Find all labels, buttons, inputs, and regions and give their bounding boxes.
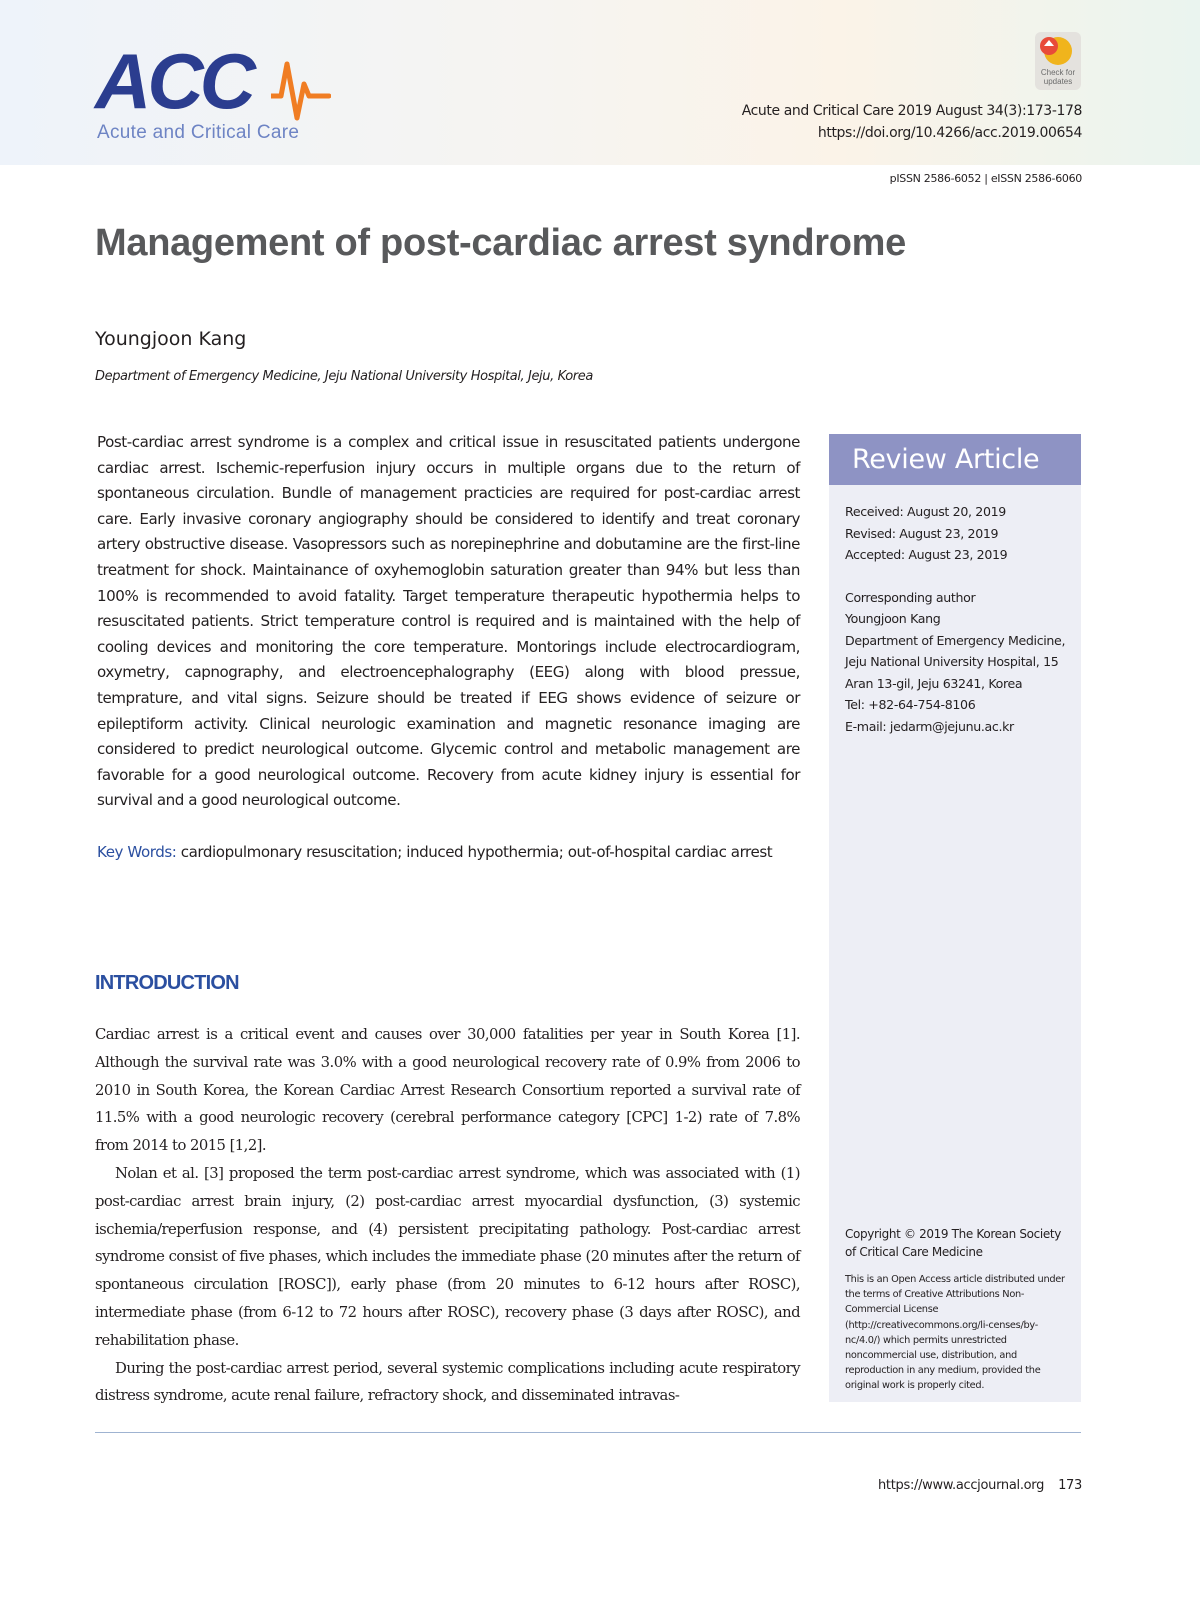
keywords bbox=[97, 840, 800, 866]
bookmark-icon bbox=[1044, 40, 1054, 46]
corresponding-address-3: Aran 13-gil, Jeju 63241, Korea bbox=[845, 675, 1023, 691]
citation-line: Acute and Critical Care 2019 August 34(3):173-178 bbox=[741, 103, 1082, 119]
intro-paragraph-3: During the post-cardiac arrest period, several systemic complications including acute respiratory distress syndrome, acute renal failure, refractory shock, and disseminated intravas- bbox=[95, 1359, 800, 1405]
keywords-text: cardiopulmonary resuscitation; induced hypothermia; out-of-hospital cardiac arrest bbox=[180, 842, 773, 861]
copyright-block bbox=[845, 1225, 1070, 1394]
journal-logo[interactable] bbox=[95, 37, 300, 143]
journal-url[interactable]: https://www.accjournal.org bbox=[877, 1478, 1045, 1493]
accepted-date: Accepted: August 23, 2019 bbox=[845, 547, 1008, 562]
received-date: Received: August 20, 2019 bbox=[845, 504, 1006, 519]
crossmark-badge[interactable] bbox=[1035, 32, 1081, 90]
journal-citation bbox=[742, 100, 1082, 144]
abstract-text: Post-cardiac arrest syndrome is a complex and critical issue in resuscitated patients undergone cardiac arrest. Ischemic-reperfusion injury occurs in multiple organs due to the return of spontaneous circulation. Bundle of management practicies are required for post-cardiac arrest care. Early invasive coronary angiography should be considered to identify and treat coronary artery obstructive disease. Vasopressors such as norepinephrine and dobutamine are the first-line treatment for shock. Maintainance of oxyhemoglobin saturation greater than 94% but less than 100% is recommended to avoid fatality. Target temperature therapeutic hypothermia helps to resuscitated patients. Strict temperature control is required and is maintained with the help of cooling devices and monitoring the core temperature. Montorings include electrocardiogram, oxymetry, capnography, and electroencephalography (EEG) along with blood pressue, temprature, and vital signs. Seizure should be treated if EEG shows evidence of seizure or epileptiform activity. Clinical neurologic examination and magnetic resonance imaging are considered to predict neurological outcome. Glycemic control and metabolic management are favorable for a good neurological outcome. Recovery from acute kidney injury is essential for survival and a good neurological outcome. bbox=[97, 433, 800, 810]
keywords-label: Key Words: bbox=[97, 842, 177, 861]
section-heading: INTRODUCTION bbox=[95, 972, 239, 994]
page-number: 173 bbox=[1058, 1478, 1082, 1493]
logo-subtitle: Acute and Critical Care bbox=[97, 122, 300, 143]
introduction-body bbox=[95, 1021, 800, 1410]
article-dates bbox=[845, 501, 1081, 566]
article-info-sidebar bbox=[829, 434, 1081, 1402]
issn: pISSN 2586-6052 | eISSN 2586-6060 bbox=[889, 172, 1082, 185]
intro-paragraph-1: Cardiac arrest is a critical event and causes over 30,000 fatalities per year in South Korea [1]. Although the survival rate was 3.0% with a good neurological recovery rate of 0.9% from 2006 to 2010 in South Korea, the Korean Cardiac Arrest Research Consortium reported a survival rate of 11.5% with a good neurologic recovery (cerebral performance category [CPC] 1-2) rate of 7.8% from 2014 to 2015 [1,2]. bbox=[95, 1026, 800, 1155]
copyright-text: Copyright © 2019 The Korean Society of Critical Care Medicine bbox=[845, 1227, 1062, 1259]
corresponding-email[interactable]: E-mail: jedarm@jejunu.ac.kr bbox=[845, 718, 1014, 734]
author-affiliation: Department of Emergency Medicine, Jeju National University Hospital, Jeju, Korea bbox=[95, 369, 593, 384]
article-type-label: Review Article bbox=[829, 434, 1081, 485]
footer-divider bbox=[95, 1432, 1081, 1433]
logo-text: ACC bbox=[95, 37, 252, 125]
crossmark-label: Check for updates bbox=[1040, 68, 1076, 86]
corresponding-tel: Tel: +82-64-754-8106 bbox=[845, 697, 976, 712]
revised-date: Revised: August 23, 2019 bbox=[845, 525, 999, 541]
doi-link[interactable]: https://doi.org/10.4266/acc.2019.00654 bbox=[817, 125, 1082, 141]
corresponding-address-1: Department of Emergency Medicine, bbox=[845, 632, 1066, 648]
intro-paragraph-2: Nolan et al. [3] proposed the term post-cardiac arrest syndrome, which was associated with (1) post-cardiac arrest brain injury, (2) post-cardiac arrest myocardial dysfunction, (3) systemic ischemia/reperfusion response, and (4) persistent precipitating pathology. Post-cardiac arrest syndrome consist of five phases, which includes the immediate phase (20 minutes after the return of spontaneous circulation [ROSC]), early phase (from 20 minutes to 6-12 hours after ROSC), intermediate phase (from 6-12 to 72 hours after ROSC), recovery phase (3 days after ROSC), and rehabilitation phase. bbox=[95, 1164, 800, 1349]
author-name: Youngjoon Kang bbox=[95, 328, 247, 350]
corresponding-label: Corresponding author bbox=[845, 589, 976, 605]
article-title: Management of post-cardiac arrest syndrome bbox=[95, 222, 906, 264]
page-footer bbox=[878, 1478, 1082, 1493]
corresponding-author bbox=[845, 587, 1081, 738]
license-text: This is an Open Access article distributed under the terms of Creative Attributions Non-Commercial License (http://creativecommons.org/li-censes/by-nc/4.0/) which permits unrestricted noncommercial use, distribution, and reproduction in any medium, provided the original work is properly cited. bbox=[845, 1274, 1065, 1392]
abstract bbox=[97, 430, 800, 866]
corresponding-address-2: Jeju National University Hospital, 15 bbox=[845, 654, 1059, 669]
corresponding-name: Youngjoon Kang bbox=[845, 611, 941, 626]
heartbeat-icon bbox=[271, 54, 331, 124]
